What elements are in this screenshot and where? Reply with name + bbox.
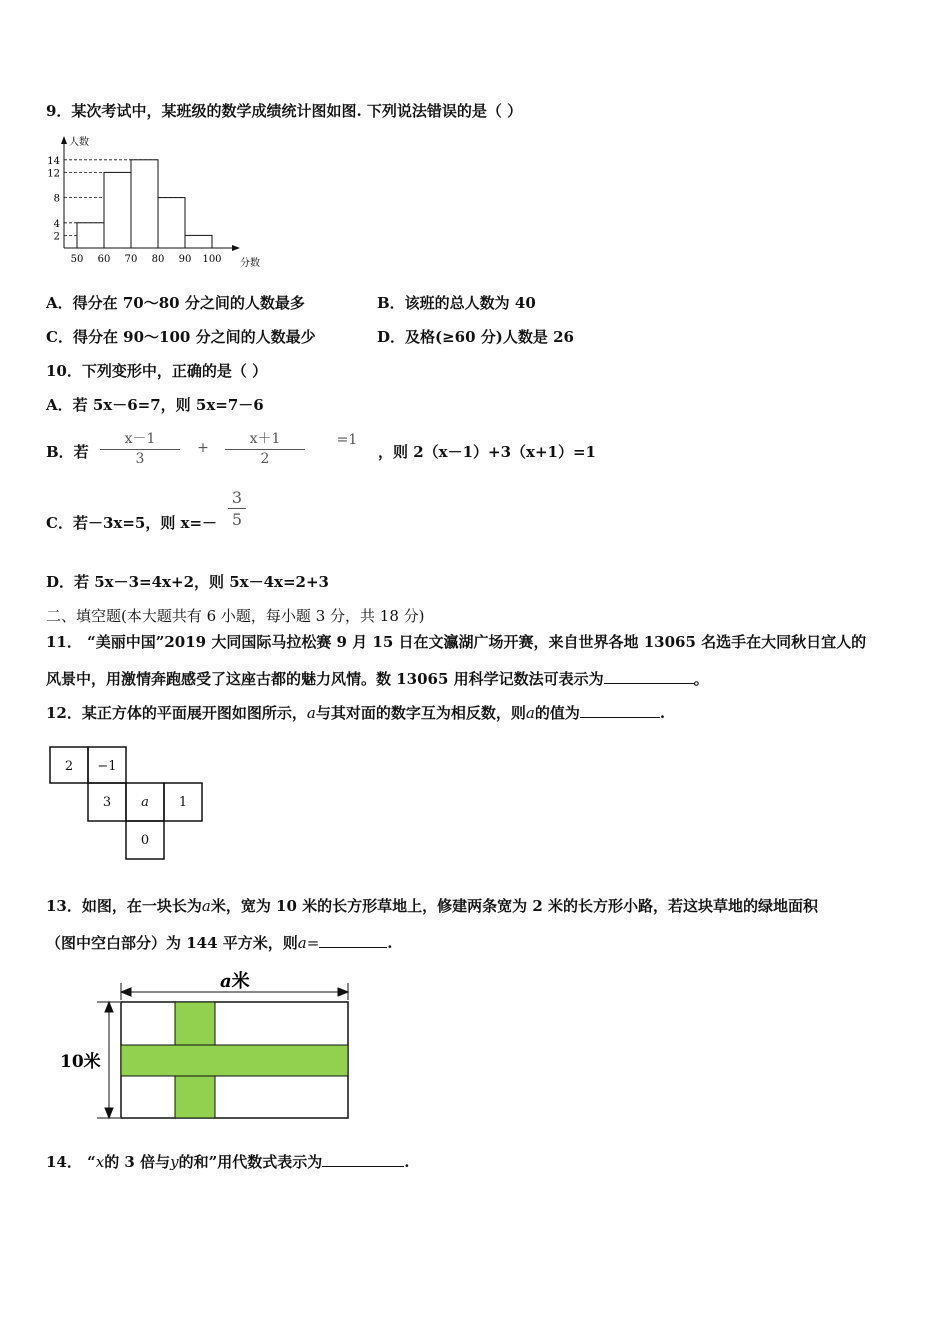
histogram-bar xyxy=(131,160,158,248)
q10-stem: 10．下列变形中，正确的是（ ） xyxy=(46,362,268,380)
q14-mid: 的 3 倍与 xyxy=(104,1153,171,1171)
q10-b-plus: + xyxy=(197,440,209,456)
q13-answer-blank[interactable] xyxy=(319,933,387,948)
net-cell-6: 0 xyxy=(140,833,150,848)
q11-answer-blank[interactable] xyxy=(604,669,694,684)
q11-end: 。 xyxy=(693,670,709,688)
x-tick-label: 70 xyxy=(124,254,138,265)
y-tick-label: 4 xyxy=(53,218,60,230)
y-axis-label: 人数 xyxy=(69,137,89,148)
cube-net xyxy=(48,745,218,865)
q11-line1: 11． “美丽中国”2019 大同国际马拉松赛 9 月 15 日在文瀛湖广场开赛，来自世界各地 13065 名选手在大同秋日宜人的 xyxy=(46,633,867,651)
q9-option-b: B．该班的总人数为 40 xyxy=(377,294,536,312)
q12-mid: 与其对面的数字互为相反数，则 xyxy=(315,704,526,722)
q14-var-x: x xyxy=(95,1153,105,1171)
q10-option-c: C．若－3x=5，则 x=－ xyxy=(46,514,218,532)
q9-option-d: D．及格(≥60 分)人数是 26 xyxy=(377,328,574,346)
q10-b-fraction-2 xyxy=(225,428,305,467)
q11-line2 xyxy=(46,669,709,689)
x-tick-label: 90 xyxy=(178,254,192,265)
histogram-bar xyxy=(158,198,185,248)
q12-answer-blank[interactable] xyxy=(580,703,660,718)
q10-option-b-rest: ，则 2（x－1）+3（x+1）=1 xyxy=(378,443,596,461)
q14-answer-blank[interactable] xyxy=(322,1152,404,1167)
y-tick-label: 2 xyxy=(53,231,60,243)
top-label-unit: 米 xyxy=(231,971,250,992)
net-cell-2: −1 xyxy=(97,759,117,774)
q12-pre: 12．某正方体的平面展开图如图所示， xyxy=(46,704,307,722)
fraction-1-numerator: x－1 xyxy=(124,431,156,447)
q9-stem: 9．某次考试中，某班级的数学成绩统计图如图. 下列说法错误的是（ ） xyxy=(46,102,523,120)
q9-option-c: C．得分在 90～100 分之间的人数最少 xyxy=(46,328,316,346)
y-tick-label: 8 xyxy=(53,193,60,205)
y-tick-label: 14 xyxy=(47,155,60,167)
q12-var-a: a xyxy=(306,704,316,722)
q13-end: . xyxy=(387,934,393,952)
q10-option-a: A．若 5x－6=7，则 5x=7－6 xyxy=(46,396,264,414)
q10-option-b-label: B．若 xyxy=(46,443,89,461)
x-tick-label: 80 xyxy=(151,254,165,265)
q13-pre: 13．如图，在一块长为 xyxy=(46,897,202,915)
q10-b-fraction-1 xyxy=(100,428,180,467)
histogram-bar xyxy=(77,223,104,248)
net-cell-3: 3 xyxy=(102,795,112,810)
x-tick-label: 50 xyxy=(70,254,84,265)
q10-c-fraction xyxy=(228,488,246,529)
q13-post: 米，宽为 10 米的长方形草地上，修建两条宽为 2 米的长方形小路，若这块草地的绿地面积 xyxy=(210,897,819,915)
x-axis-label: 分数 xyxy=(240,258,260,269)
q13-eq: = xyxy=(306,934,320,952)
q12-var-a-2: a xyxy=(525,704,535,722)
x-tick-label: 60 xyxy=(97,254,111,265)
q13-line1 xyxy=(46,896,818,916)
c-numerator: 3 xyxy=(231,488,243,507)
horizontal-path xyxy=(121,1045,348,1076)
histogram-bar xyxy=(185,235,212,248)
net-cell-1: 2 xyxy=(64,759,74,774)
section-heading: 二、填空题(本大题共有 6 小题，每小题 3 分，共 18 分) xyxy=(46,607,425,625)
q14-end: . xyxy=(404,1153,410,1171)
q14-var-y: y xyxy=(170,1153,179,1171)
y-axis-arrow xyxy=(61,136,67,144)
y-tick-label: 12 xyxy=(47,168,60,180)
fraction-1-denominator: 3 xyxy=(135,451,145,467)
histogram xyxy=(40,130,270,270)
q13-var-a: a xyxy=(201,897,211,915)
q14-pre: 14． “ xyxy=(46,1153,96,1171)
lawn-diagram xyxy=(52,965,372,1125)
q11-line2-text: 风景中，用激情奔跑感受了这座古都的魅力风情。数 13065 用科学记数法可表示为 xyxy=(46,670,604,688)
top-label xyxy=(220,970,250,992)
q14-post: 的和”用代数式表示为 xyxy=(178,1153,323,1171)
q13-var-a-2: a xyxy=(297,934,307,952)
q10-b-equals: =1 xyxy=(336,432,358,448)
histogram-bar xyxy=(104,172,131,248)
top-label-var: a xyxy=(220,971,232,992)
q12-end: . xyxy=(659,704,666,722)
x-tick-label: 100 xyxy=(202,254,222,265)
q12-post: 的值为 xyxy=(534,704,580,722)
q13-line2 xyxy=(46,933,393,953)
net-cell-4: a xyxy=(141,795,149,810)
net-cell-5: 1 xyxy=(178,795,188,810)
q10-option-d: D．若 5x－3=4x+2，则 5x－4x=2+3 xyxy=(46,573,329,591)
q14-stem xyxy=(46,1152,409,1172)
q9-option-a: A．得分在 70～80 分之间的人数最多 xyxy=(46,294,305,312)
q13-line2-pre: （图中空白部分）为 144 平方米，则 xyxy=(46,934,298,952)
q12-stem xyxy=(46,703,665,723)
fraction-2-numerator: x＋1 xyxy=(249,431,281,447)
x-axis-arrow xyxy=(232,245,240,251)
side-label: 10米 xyxy=(60,1052,101,1072)
fraction-2-denominator: 2 xyxy=(260,451,270,467)
c-denominator: 5 xyxy=(231,510,243,529)
